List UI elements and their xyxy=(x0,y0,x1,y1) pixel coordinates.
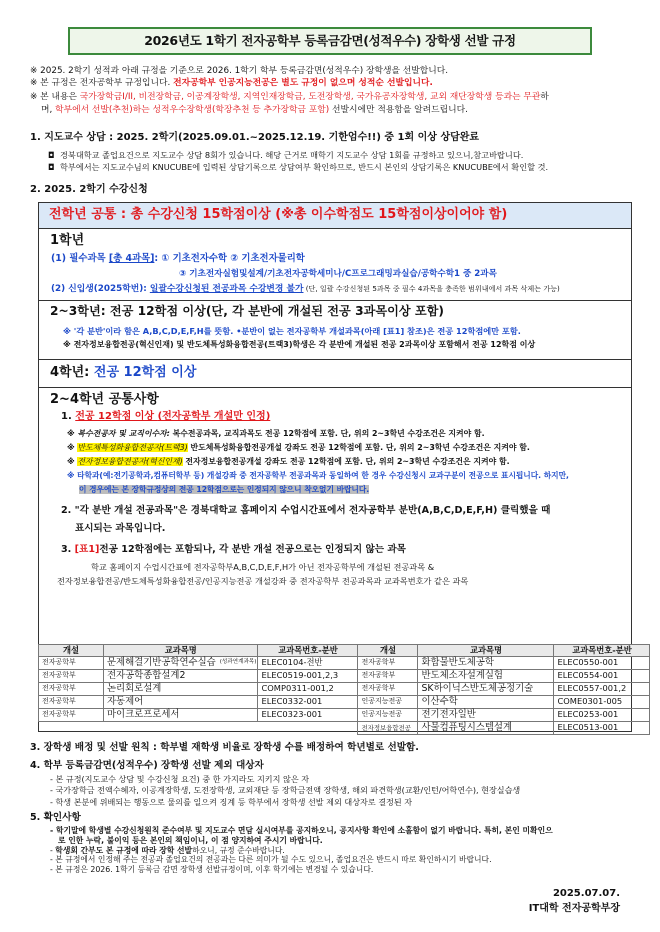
double-major-label: ※ 복수전공자 및 교직이수자: xyxy=(67,429,173,438)
table-cell-empty xyxy=(39,721,104,734)
check-square-icon: ◘ xyxy=(48,150,55,160)
table-cell-dept: 전자공학부 xyxy=(358,669,418,682)
table-cell-dept: 전자공학부 xyxy=(358,682,418,695)
note-3-dept-selection: 학부에서 선발(추천)하는 성적우수장학생(학장추천 등 추가장학금 포함) xyxy=(55,104,330,115)
table-row xyxy=(39,669,650,682)
section-4-bullets xyxy=(50,774,635,808)
table-cell-dept: 인공지능전공 xyxy=(358,708,418,721)
col-header-course-2: 교과목명 xyxy=(418,645,554,657)
section-3: 3. 장학생 배정 및 선발 원칙 : 학부별 재학생 비율로 장학생 수를 배정하여 학년별로 선발함. xyxy=(30,742,419,753)
table-cell-empty xyxy=(104,721,258,734)
grade-2-3-note-2 xyxy=(63,340,535,350)
common-rule-2: 2. "각 분반 개설 전공과목"은 경북대학교 홈페이지 수업시간표에서 전자공학부 분반(A,B,C,D,E,F,H) 클릭했을 때 xyxy=(61,505,551,516)
table-header-row xyxy=(39,645,650,657)
section-5-bullet-2-dash: - xyxy=(50,845,56,855)
common-rule-1-sub-2: ※ 반도체특성화융합전공자(트랙3) 반도체특성화융합전공개설 강좌도 전공 12학점에 포함. 단, 위의 2~3학년 수강조건은 지켜야 함. xyxy=(67,443,530,452)
table-cell-empty xyxy=(258,721,358,734)
intro-notes xyxy=(30,66,630,118)
section-5-bullet-3-text: - 본 규정에서 인정해 주는 전공과 졸업요건의 전공과는 다른 의미가 될 수도 있으니, 졸업요건은 반드시 따로 확인하시기 바랍니다. xyxy=(50,855,492,864)
col-header-course: 교과목명 xyxy=(104,645,258,657)
table-cell-code: ELEC0104-전반 xyxy=(258,656,358,669)
grade-1-line-1 xyxy=(51,253,305,265)
table-cell-course: 전기전자일반 xyxy=(418,708,554,721)
section-5-bullet-1-cont: 로 인한 누락, 불이익 등은 본인의 책임이니, 이 점 양지하여 주시기 바랍니다. xyxy=(58,836,323,845)
table-row xyxy=(39,708,650,721)
table-cell-course: 반도체소자설계실험 xyxy=(418,669,554,682)
common-requirement-header: 전학년 공통 : 총 수강신청 15학점이상 (※총 이수학점도 15학점이상이어야 함) xyxy=(39,203,631,229)
section-4-bullet-2 xyxy=(50,785,635,795)
table-cell-code: ELEC0557-001,2 xyxy=(554,682,650,695)
table-cell-code: ELEC0513-001 xyxy=(554,721,650,734)
table-cell-course-note: (성과연계과목) xyxy=(219,656,258,669)
section-4-title: 4. 학부 등록금감면(성적우수) 장학생 선발 제외 대상자 xyxy=(30,760,264,771)
table-cell-code: COMP0311-001,2 xyxy=(258,682,358,695)
table-cell-course: 논리회로설계 xyxy=(104,682,258,695)
section-5-bullet-1-text: - 학기말에 학생별 수강신청원칙 준수여부 및 지도교수 면담 실시여부를 공지하오니, 공지사항 확인에 소홀함이 없기 바랍니다. 특히, 본인 미확인으 xyxy=(50,826,553,835)
table-cell-course: 자동제어 xyxy=(104,695,258,708)
table-cell-code: ELEC0519-001,2,3 xyxy=(258,669,358,682)
other-dept-note: ※ 타학과(예:전기공학과,컴퓨터학부 등) 개설강좌 중 전자공학부 전공과목과 동일하여 한 경우 수강신청시 교과구분이 전공으로 표시됩니다. 하지만, xyxy=(67,471,569,480)
table-cell-course: 전자공학종합설계2 xyxy=(104,669,258,682)
table-cell-code: ELEC0554-001 xyxy=(554,669,650,682)
section-5-bullet-2-emph: 학생회 간부도 본 규정에 따라 장학 선발 xyxy=(55,845,193,855)
semiconductor-track-label: 반도체특성화융합전공자(트랙3) xyxy=(77,443,188,452)
table-1-course-list xyxy=(38,644,650,735)
note-3-suffix: 하 xyxy=(540,91,549,102)
table-cell-course: 이산수학 xyxy=(418,695,554,708)
common-rule-1-main: 전공 12학점 이상 xyxy=(75,411,158,422)
note-3 xyxy=(30,91,630,117)
section-2-title: 2. 2025. 2학기 수강신청 xyxy=(30,184,148,195)
grade-4-requirement: 전공 12학점 이상 xyxy=(93,365,197,380)
table-row xyxy=(39,656,650,669)
common-rule-1-num: 1. xyxy=(61,411,76,422)
section-5-bullet-3 xyxy=(50,855,635,865)
section-1-bullets xyxy=(48,150,633,173)
table-cell-dept: 전자공학부 xyxy=(39,669,104,682)
table-cell-course: SK하이닉스반도체공정기술 xyxy=(418,682,554,695)
section-1-title: 1. 지도교수 상담 : 2025. 2학기(2025.09.01.~2025.12.19. 기한엄수!!) 중 1회 이상 상담완료 xyxy=(30,132,480,143)
grade-2-3-title: 2~3학년: 전공 12학점 이상(단, 각 분반에 개설된 전공 3과목이상 포함) xyxy=(50,304,444,318)
document-title-text: 2026년도 1학기 전자공학부 등록금감면(성적우수) 장학생 선발 규정 xyxy=(144,33,516,48)
table-row xyxy=(39,682,650,695)
table-cell-dept: 인공지능전공 xyxy=(358,695,418,708)
note-3-cont: 며, xyxy=(41,104,56,115)
grade-2-3-note-1-text: ※ '각 분반'이라 함은 A,B,C,D,E,F,H를 뜻함. •분반이 없는 전자공학부 개설과목(아래 [표1] 참조)은 전공 12학점에만 포함. xyxy=(63,326,521,336)
grade-1-title: 1학년 xyxy=(50,233,85,248)
signature-date: 2025.07.07. xyxy=(552,888,620,899)
table-cell-code: ELEC0323-001 xyxy=(258,708,358,721)
divider-1 xyxy=(39,300,631,301)
note-3-end: 선발시에만 적용함을 알려드립니다. xyxy=(329,104,468,115)
double-major-text: 복수전공과목, 교직과목도 전공 12학점에 포함. 단, 위의 2~3학년 수강조건은 지켜야 함. xyxy=(172,429,485,438)
grade-1-line-2 xyxy=(179,269,497,280)
grade-1-required-count: [총 4과목] xyxy=(108,253,155,264)
info-convergence-label: 전자정보융합전공자(혁신인재) xyxy=(77,457,183,466)
section-1-bullet-1-text: 경북대학교 졸업요건으로 지도교수 상담 8회가 있습니다. 해당 근거로 매학기 지도교수 상담 1회를 규정하고 있으니,참고바랍니다. xyxy=(60,150,524,160)
table-row xyxy=(39,721,650,734)
col-header-dept-2: 개설 xyxy=(358,645,418,657)
section-5-bullet-1 xyxy=(50,826,635,836)
section-1-bullet-2 xyxy=(48,162,633,173)
section-4-bullet-1-text: - 본 규정(지도교수 상담 및 수강신청 요건) 중 한 가지라도 지키지 않은 자 xyxy=(50,774,310,784)
section-4-bullet-3 xyxy=(50,797,635,807)
table-cell-code: ELEC0550-001 xyxy=(554,656,650,669)
note-3-prefix: ※ 본 내용은 xyxy=(30,91,80,102)
section-1-bullet-1 xyxy=(48,150,633,161)
note-2-text: ※ 본 규정은 전자공학부 규정입니다. xyxy=(30,78,174,89)
grade-1-freshman-note: (단, 일괄 수강신청된 5과목 중 필수 4과목을 충족한 범위내에서 과목 삭제는 가능) xyxy=(303,284,560,293)
note-3-scholarships: 국가장학금I/II, 비전장학금, 이공계장학생, 지역인재장학금, 도전장학생, 국가유공자장학생, 교외 재단장학생 등과는 무관 xyxy=(79,91,541,102)
table-cell-code: COME0301-005 xyxy=(554,695,650,708)
common-rule-1-sub-4b xyxy=(79,485,369,495)
col-header-dept: 개설 xyxy=(39,645,104,657)
grade-1-line-3 xyxy=(51,284,560,295)
table-cell-dept: 전자공학부 xyxy=(39,695,104,708)
table-cell-dept: 전자정보융합전공 xyxy=(358,721,418,734)
table-cell-course: 문제해결기반공학연수실습 xyxy=(104,656,219,669)
common-rule-1-sub-3: ※ 전자정보융합전공자(혁신인재) 전자정보융합전공개설 강좌도 전공 12학점에 포함. 단, 위의 2~3학년 수강조건은 지켜야 함. xyxy=(67,457,510,466)
table-cell-code: ELEC0253-001 xyxy=(554,708,650,721)
signature xyxy=(553,888,620,901)
col-header-code-2: 교과목번호-분반 xyxy=(554,645,650,657)
note-1 xyxy=(30,66,630,77)
section-5-bullet-2 xyxy=(50,846,635,856)
table-row xyxy=(39,695,650,708)
signature-org: IT대학 전자공학부장 xyxy=(528,903,620,914)
col-header-code: 교과목번호-분반 xyxy=(258,645,358,657)
grade-2-3-note-2-text: ※ 전자정보융합전공(혁신인재) 및 반도체특성화융합전공(트랙3)학생은 각 분반에 개설된 전공 2과목이상 포함해서 전공 12학점 이상 xyxy=(63,340,536,349)
table-cell-dept: 전자공학부 xyxy=(39,682,104,695)
section-4-bullet-3-text: - 학생 본분에 위배되는 행동으로 물의를 일으켜 징계 등 학부에서 장학생 선발 제외 대상자로 결정된 자 xyxy=(50,796,413,807)
grade-1-freshman-label: (2) 신입생(2025학번): xyxy=(51,284,150,294)
common-rule-3-text: 전공 12학점에는 포함되나, 각 분반 개설 전공으로는 인정되지 않는 과목 xyxy=(99,544,406,555)
table-cell-course: 사물컴퓨팅시스템설계 xyxy=(418,721,554,734)
common-rule-3-desc-2: 전자정보융합전공/반도체특성화융합전공/인공지능전공 개설강좌 중 전자공학부 전공과목과 교과목번호가 같은 과목 xyxy=(57,576,469,586)
table-cell-dept: 전자공학부 xyxy=(39,708,104,721)
table-1-label: [표1] xyxy=(74,544,100,555)
grade-1-freshman-rule: 일괄수강신청된 전공과목 수강변경 불가 xyxy=(149,284,304,294)
section-5-bullet-4 xyxy=(50,865,635,875)
table-cell-dept: 전자공학부 xyxy=(39,656,104,669)
common-rule-1-sub-1 xyxy=(67,429,485,439)
note-2 xyxy=(30,78,630,89)
table-cell-code: ELEC0332-001 xyxy=(258,695,358,708)
grade-1-required-label: (1) 필수과목 xyxy=(51,253,109,264)
divider-3 xyxy=(39,387,631,388)
divider-2 xyxy=(39,359,631,360)
common-rule-1-note: (전자공학부 개설만 인정) xyxy=(157,411,271,422)
grade-1-required-courses: : ① 기초전자수학 ② 기초전자물리학 xyxy=(154,253,305,264)
grade-2-3-note-1 xyxy=(63,326,521,337)
check-square-icon: ◘ xyxy=(48,161,55,172)
document-title xyxy=(68,27,592,55)
common-rule-2-cont: 표시되는 과목입니다. xyxy=(75,523,166,534)
common-rule-3 xyxy=(61,544,406,556)
table-cell-course: 마이크로프로세서 xyxy=(104,708,258,721)
common-rule-1-sub-4 xyxy=(67,471,569,481)
table-cell-dept: 전자공학부 xyxy=(358,656,418,669)
grade-1-elective-courses: ③ 기초전자실험및설계/기초전자공학세미나/C프로그래밍과실습/공학수학1 중 2과목 xyxy=(179,269,497,279)
section-4-bullet-2-text: - 국가장학금 전액수혜자, 이공계장학생, 도전장학생, 교외재단 등 장학금전액 장학생, 해외 파견학생(교환/인턴/어학연수), 현장실습생 xyxy=(50,785,521,796)
grade-4-label: 4학년: xyxy=(50,365,94,380)
section-4-bullet-1 xyxy=(50,774,635,784)
common-rule-3-num: 3. xyxy=(61,544,75,555)
semiconductor-track-text: 반도체특성화융합전공개설 강좌도 전공 12학점에 포함. 단, 위의 2~3학년 수강조건은 지켜야 함. xyxy=(187,443,530,452)
table-cell-course: 화합물반도체공학 xyxy=(418,656,554,669)
common-rule-3-desc-1: 학교 홈페이지 수업시간표에 전자공학부A,B,C,D,E,F,H가 아닌 전자공학부에 개설된 전공과목 & xyxy=(91,562,435,572)
section-5-bullet-4-text: - 본 규정은 2026. 1학기 등록금 감면 장학생 선발규정이며, 이후 학기에는 변경될 수 있습니다. xyxy=(50,864,374,874)
common-rule-1 xyxy=(61,411,270,424)
grades-2-4-common-title: 2~4학년 공통사항 xyxy=(50,392,159,407)
note-2-emphasis: 전자공학부 인공지능전공은 별도 규정이 없으며 성적순 선발입니다. xyxy=(173,78,433,89)
section-5-title: 5. 확인사항 xyxy=(30,812,81,823)
note-1-text: ※ 2025. 2학기 성적과 아래 규정을 기준으로 2026. 1학기 학부 등록금감면(성적우수) 장학생을 선발합니다. xyxy=(30,66,449,76)
info-convergence-text: 전자정보융합전공개설 강좌도 전공 12학점에 포함. 단, 위의 2~3학년 수강조건은 지켜야 함. xyxy=(182,457,510,466)
other-dept-note-cont: 이 경우에는 본 장학규정상의 전공 12학점으로는 인정되지 않으니 착오없기 바랍니다. xyxy=(79,485,370,494)
section-5-bullets-cont xyxy=(50,836,635,874)
section-5-bullet-2-text: 하오니, 규정 준수바랍니다. xyxy=(192,845,285,855)
section-5-bullets xyxy=(50,826,635,837)
grade-4-title xyxy=(50,365,196,382)
section-1-bullet-2-text: 학부에서는 지도교수님의 KNUCUBE에 입력된 상담기록으로 상담여부 확인하므로, 반드시 본인의 상담기록은 KNUCUBE에서 확인할 것. xyxy=(60,161,549,172)
